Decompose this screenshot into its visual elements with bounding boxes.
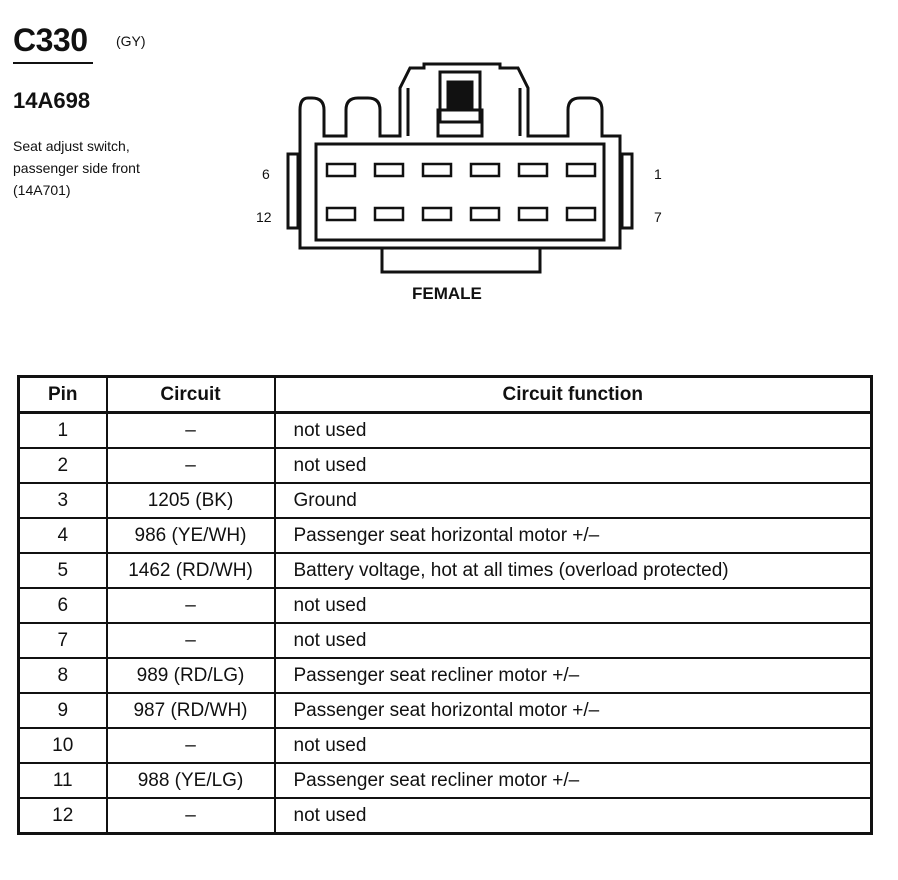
function-cell: Passenger seat horizontal motor +/– bbox=[275, 693, 872, 728]
function-cell: Battery voltage, hot at all times (overload protected) bbox=[275, 553, 872, 588]
circuit-cell: 989 (RD/LG) bbox=[107, 658, 275, 693]
pin-label-bottom-right: 7 bbox=[654, 209, 662, 225]
function-cell: not used bbox=[275, 798, 872, 834]
circuit-cell: 1462 (RD/WH) bbox=[107, 553, 275, 588]
table-row bbox=[19, 483, 872, 518]
connector-face-diagram bbox=[280, 58, 640, 280]
pin-cell: 10 bbox=[19, 728, 107, 763]
connector-color-code: (GY) bbox=[116, 33, 146, 49]
pin-label-top-right: 1 bbox=[654, 166, 662, 182]
table-row bbox=[19, 448, 872, 483]
circuit-cell: – bbox=[107, 623, 275, 658]
function-cell: not used bbox=[275, 623, 872, 658]
circuit-cell: 986 (YE/WH) bbox=[107, 518, 275, 553]
pin-label-top-left: 6 bbox=[262, 166, 270, 182]
description-line-2: passenger side front bbox=[13, 160, 140, 176]
pin-cell: 8 bbox=[19, 658, 107, 693]
table-row bbox=[19, 413, 872, 449]
circuit-cell: – bbox=[107, 413, 275, 449]
circuit-cell: – bbox=[107, 588, 275, 623]
circuit-cell: 1205 (BK) bbox=[107, 483, 275, 518]
pin-cell: 5 bbox=[19, 553, 107, 588]
table-row bbox=[19, 658, 872, 693]
function-cell: not used bbox=[275, 728, 872, 763]
function-cell: Passenger seat recliner motor +/– bbox=[275, 658, 872, 693]
table-header-row bbox=[19, 377, 872, 413]
pin-cell: 2 bbox=[19, 448, 107, 483]
circuit-cell: – bbox=[107, 448, 275, 483]
circuit-cell: 988 (YE/LG) bbox=[107, 763, 275, 798]
table-row bbox=[19, 553, 872, 588]
table-row bbox=[19, 728, 872, 763]
pin-label-bottom-left: 12 bbox=[256, 209, 272, 225]
pin-cell: 1 bbox=[19, 413, 107, 449]
pin-cell: 7 bbox=[19, 623, 107, 658]
function-cell: Passenger seat horizontal motor +/– bbox=[275, 518, 872, 553]
connector-view-label: FEMALE bbox=[412, 284, 482, 303]
connector-id-underline bbox=[13, 62, 93, 64]
header-circuit-function: Circuit function bbox=[275, 377, 872, 413]
part-number: 14A698 bbox=[13, 88, 91, 113]
function-cell: Ground bbox=[275, 483, 872, 518]
function-cell: not used bbox=[275, 413, 872, 449]
table-row bbox=[19, 763, 872, 798]
table-row bbox=[19, 798, 872, 834]
table-row bbox=[19, 693, 872, 728]
pin-cell: 6 bbox=[19, 588, 107, 623]
pin-cell: 12 bbox=[19, 798, 107, 834]
function-cell: not used bbox=[275, 588, 872, 623]
pin-cell: 9 bbox=[19, 693, 107, 728]
pin-cell: 4 bbox=[19, 518, 107, 553]
table-row bbox=[19, 623, 872, 658]
table-row bbox=[19, 518, 872, 553]
connector-id: C330 bbox=[13, 22, 88, 58]
header-circuit: Circuit bbox=[107, 377, 275, 413]
pin-table bbox=[17, 375, 873, 835]
function-cell: Passenger seat recliner motor +/– bbox=[275, 763, 872, 798]
table-row bbox=[19, 588, 872, 623]
circuit-cell: 987 (RD/WH) bbox=[107, 693, 275, 728]
description-line-3: (14A701) bbox=[13, 182, 71, 198]
header-pin: Pin bbox=[19, 377, 107, 413]
pin-cell: 11 bbox=[19, 763, 107, 798]
pin-cell: 3 bbox=[19, 483, 107, 518]
description-line-1: Seat adjust switch, bbox=[13, 138, 130, 154]
circuit-cell: – bbox=[107, 798, 275, 834]
circuit-cell: – bbox=[107, 728, 275, 763]
function-cell: not used bbox=[275, 448, 872, 483]
